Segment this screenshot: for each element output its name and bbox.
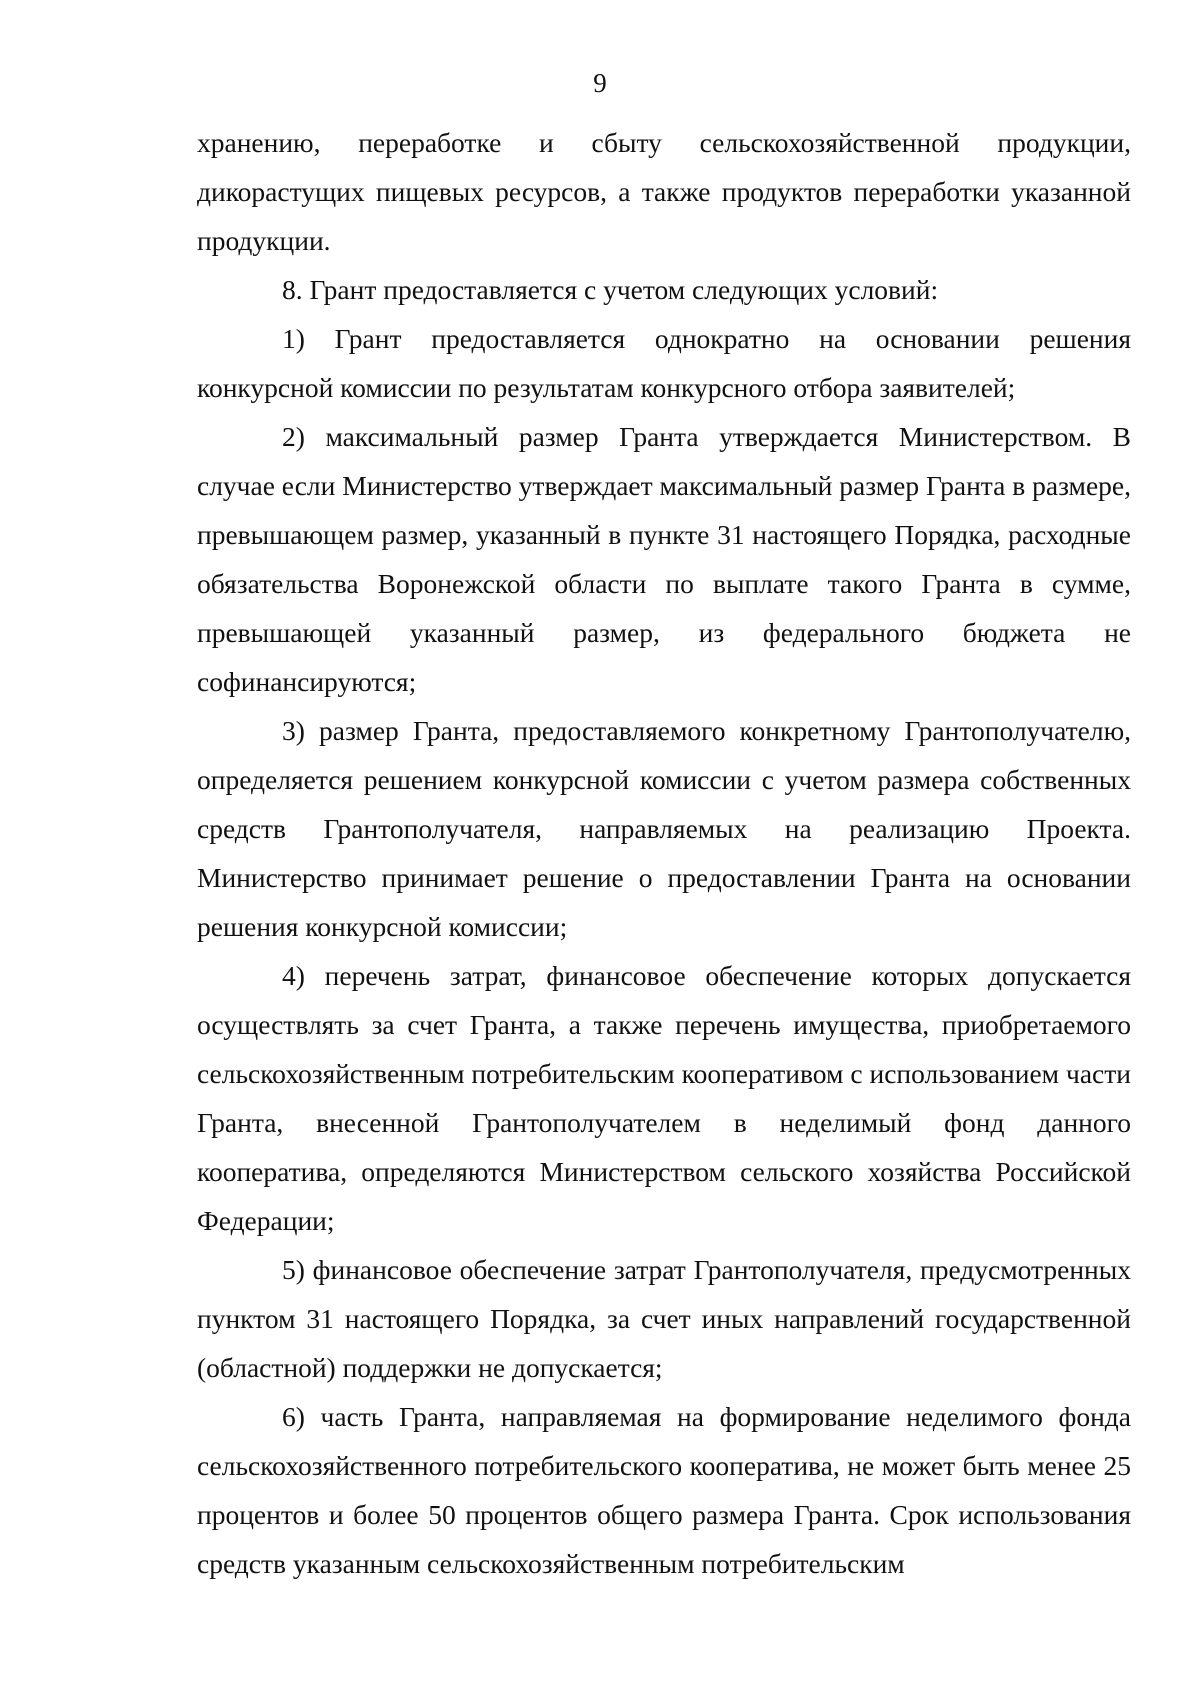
paragraph-condition-3: 3) размер Гранта, предоставляемого конкретному Грантополучателю, определяется решением конкурсной комиссии с учетом размера собственных средств Грантополучателя, направляемых на реализацию Проекта. Министерство принимает решение о предоставлении Гранта на основании решения конкурсной комиссии;: [197, 715, 1131, 942]
paragraph-section-8-heading: 8. Грант предоставляется с учетом следующих условий:: [282, 274, 939, 305]
paragraph-condition-2: 2) максимальный размер Гранта утверждается Министерством. В случае если Министерство утверждает максимальный размер Гранта в размере, превышающем размер, указанный в пункте 31 настоящего Порядка, расходные обязательства Воронежской области по выплате такого Гранта в сумме, превышающей указанный размер, из федерального бюджета не софинансируются;: [197, 421, 1131, 697]
paragraph-condition-4: 4) перечень затрат, финансовое обеспечение которых допускается осуществлять за счет Гранта, а также перечень имущества, приобретаемого сельскохозяйственным потребительским кооперативом с использованием части Гранта, внесенной Грантополучателем в неделимый фонд данного кооператива, определяются Министерством сельского хозяйства Российской Федерации;: [197, 960, 1131, 1236]
paragraph-condition-1: 1) Грант предоставляется однократно на основании решения конкурсной комиссии по результатам конкурсного отбора заявителей;: [197, 323, 1131, 403]
document-body: [197, 118, 1131, 1588]
paragraph-continuation: хранению, переработке и сбыту сельскохозяйственной продукции, дикорастущих пищевых ресурсов, а также продуктов переработки указанной продукции.: [197, 127, 1131, 256]
paragraph-condition-5: 5) финансовое обеспечение затрат Грантополучателя, предусмотренных пунктом 31 настоящего Порядка, за счет иных направлений государственной (областной) поддержки не допускается;: [197, 1254, 1131, 1383]
paragraph-condition-6: 6) часть Гранта, направляемая на формирование неделимого фонда сельскохозяйственного потребительского кооператива, не может быть менее 25 процентов и более 50 процентов общего размера Гранта. Срок использования средств указанным сельскохозяйственным потребительским: [197, 1401, 1131, 1579]
page-number: 9: [593, 68, 607, 98]
